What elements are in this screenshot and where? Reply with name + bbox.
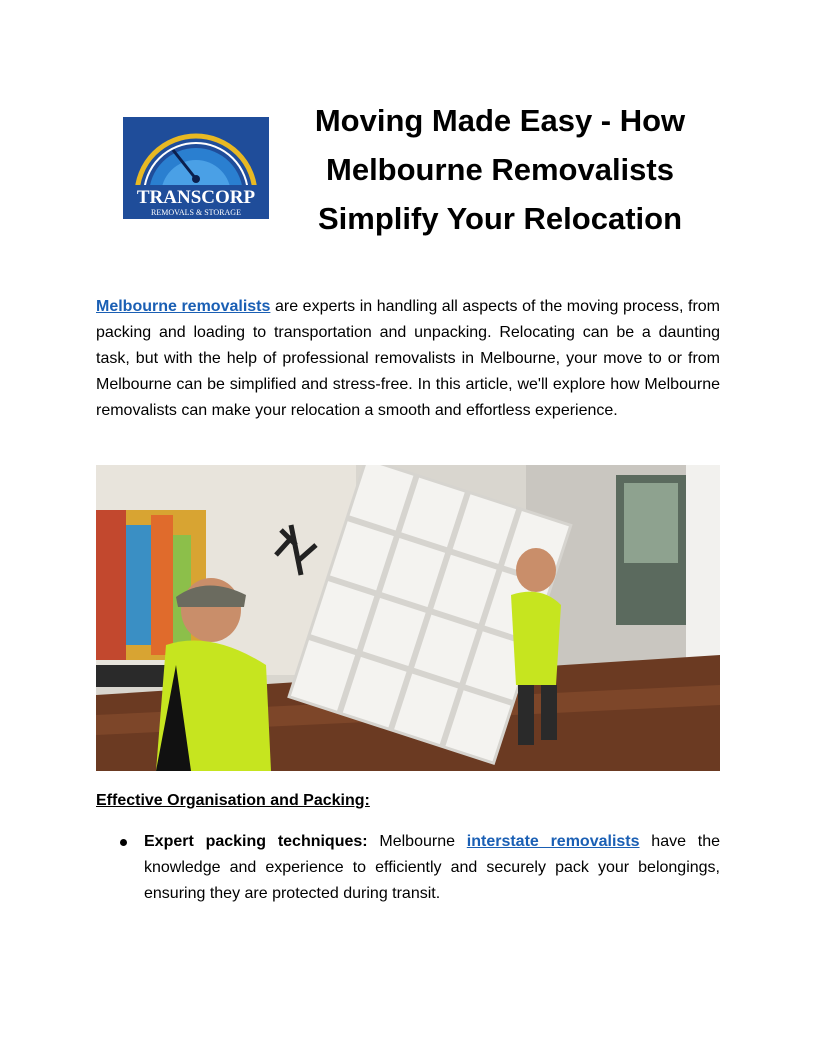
- title-line-3: Simplify Your Relocation: [317, 201, 683, 236]
- transcorp-logo: [123, 117, 269, 219]
- melbourne-removalists-link[interactable]: Melbourne removalists: [96, 298, 271, 315]
- movers-photo: [96, 465, 720, 771]
- intro-body-text: are experts in handling all aspects of the moving process, from packing and loading to transportation and unpacking. Relocating can be a daunting task, but with the help of professional removalists in Melbourne, your move to or from Melbourne can be simplified and stress-free. In this article, we'll explore how Melbourne removalists can make your relocation a smooth and effortless experience.: [96, 298, 720, 419]
- page-title: [290, 96, 710, 243]
- bullet-text-after: have the knowledge and experience to efficiently and securely pack your belongings, ensuring they are protected during transit.: [144, 833, 721, 902]
- intro-paragraph: [96, 294, 720, 424]
- title-line-2: Melbourne Removalists: [326, 152, 674, 187]
- logo-brand-text: TRANSCORP: [136, 187, 256, 208]
- bullet-icon: [120, 839, 127, 846]
- bullet-label: Expert packing techniques:: [144, 833, 368, 850]
- interstate-removalists-link[interactable]: interstate removalists: [466, 833, 640, 850]
- bullet-list: [96, 829, 720, 907]
- intro-text: [96, 294, 720, 424]
- logo-tagline-text: REMOVALS & STORAGE: [151, 208, 241, 217]
- title-line-1: Moving Made Easy - How: [314, 103, 686, 138]
- bullet-text-before: Melbourne: [367, 833, 467, 850]
- movers-carrying-shelf-image: [96, 465, 720, 771]
- logo-emblem-icon: [123, 117, 269, 219]
- list-item: [96, 829, 720, 907]
- section-heading: Effective Organisation and Packing:: [96, 792, 370, 809]
